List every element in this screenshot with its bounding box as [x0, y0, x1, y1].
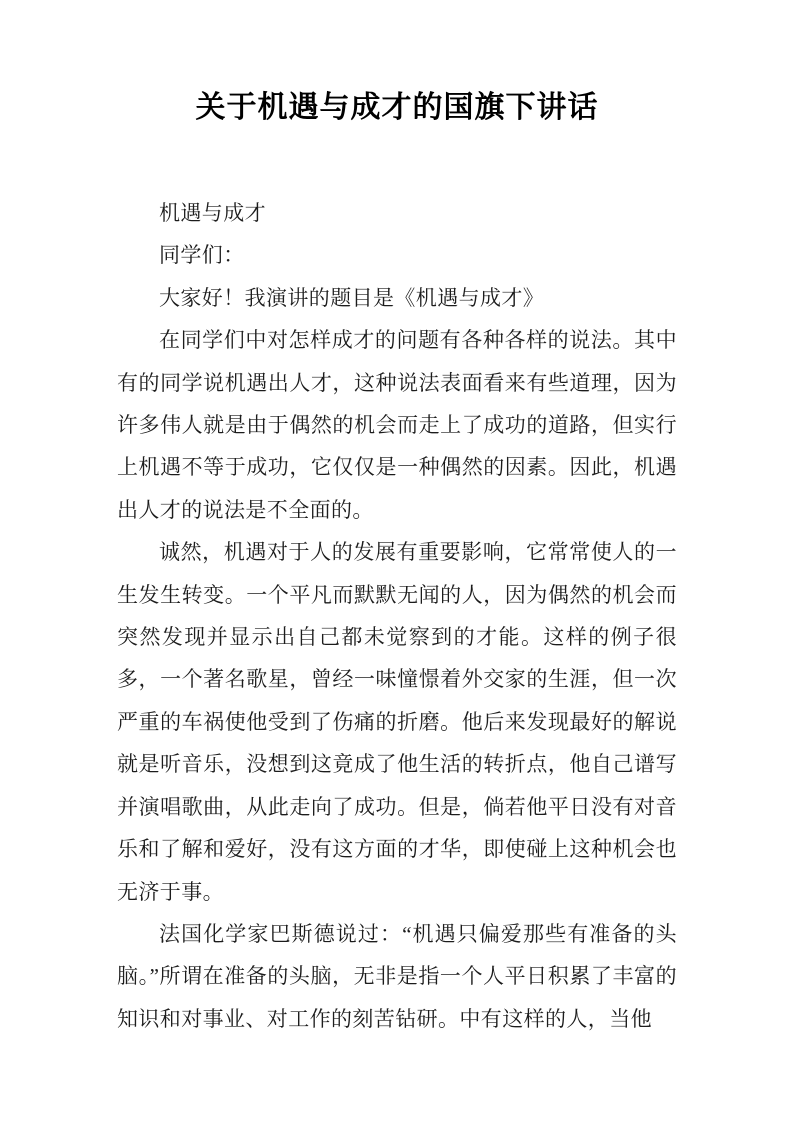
- paragraph-greeting: 大家好！我演讲的题目是《机遇与成才》: [159, 285, 545, 310]
- document-body: [117, 192, 677, 1040]
- paragraph-heading: 机遇与成才: [159, 201, 266, 225]
- paragraph-salutation: 同学们：: [159, 243, 245, 268]
- document-title: 关于机遇与成才的国旗下讲话: [195, 91, 599, 124]
- paragraph-body-2: 诚然，机遇对于人的发展有重要影响，它常常使人的一生发生转变。一个平凡而默默无闻的人，因为偶然的机会而突然发现并显示出自己都未觉察到的才能。这样的例子很多，一个著名歌星，曾经一味憧憬着外交家的生涯，但一次严重的车祸使他受到了伤痛的折磨。他后来发现最好的解说就是听音乐，没想到这竟成了他生活的转折点，他自己谱写并演唱歌曲，从此走向了成功。但是，倘若他平日没有对音乐和了解和爱好，没有这方面的才华，即使碰上这种机会也无济于事。: [117, 540, 677, 904]
- paragraph-body-3: 法国化学家巴斯德说过：“机遇只偏爱那些有准备的头脑。”所谓在准备的头脑，无非是指一个人平日积累了丰富的知识和对事业、对工作的刻苦钻研。中有这样的人，当他: [117, 921, 677, 1031]
- paragraph-body-1: 在同学们中对怎样成才的问题有各种各样的说法。其中有的同学说机遇出人才，这种说法表面看来有些道理，因为许多伟人就是由于偶然的机会而走上了成功的道路，但实行上机遇不等于成功，它仅仅是一种偶然的因素。因此，机遇出人才的说法是不全面的。: [117, 328, 677, 522]
